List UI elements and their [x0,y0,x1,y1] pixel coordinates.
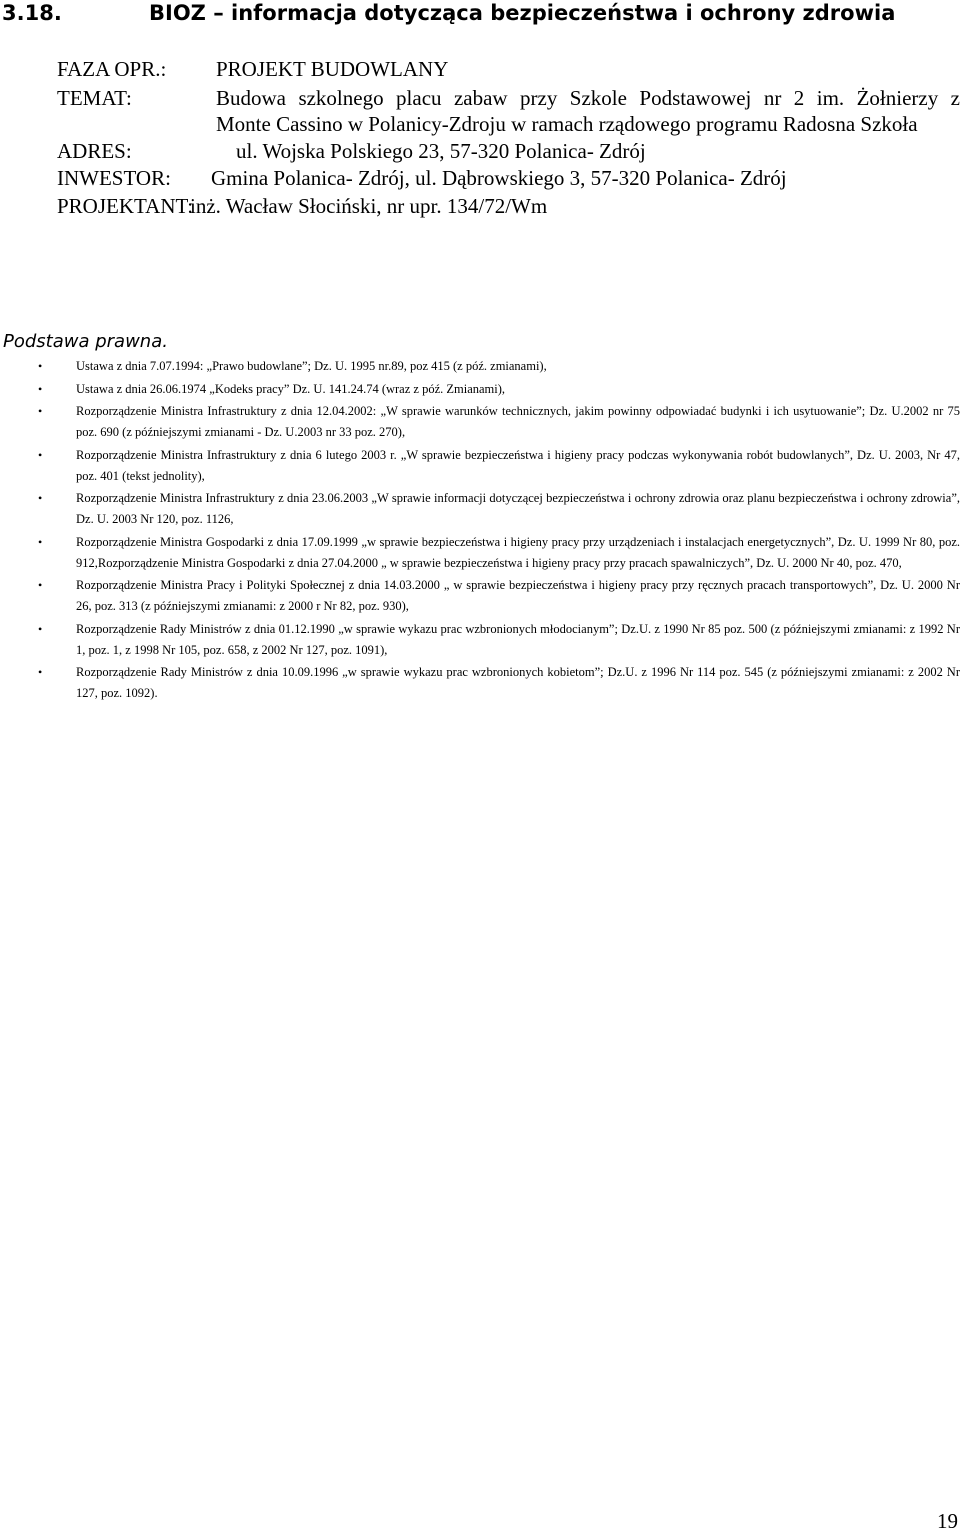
list-item-text: Rozporządzenie Ministra Infrastruktury z dnia 6 lutego 2003 r. „W sprawie bezpieczeństwa i higieny pracy podczas wykonywania robót budowlanych”, Dz. U. 2003, Nr 47, poz. 401 (tekst jednolity), [76,447,960,483]
temat-label: TEMAT: [57,86,132,110]
list-item-text: Ustawa z dnia 7.07.1994: „Prawo budowlane”; Dz. U. 1995 nr.89, poz 415 (z póź. zmianami), [76,359,547,373]
faza-value: PROJEKT BUDOWLANY [216,57,449,81]
list-item-text: Rozporządzenie Ministra Pracy i Polityki Społecznej z dnia 14.03.2000 „ w sprawie bezpieczeństwa i higieny pracy przy ręcznych pracach transportowych”, Dz. U. 2000 Nr 26, poz. 313 (z późniejszymi zmianami: z 2000 r Nr 82, poz. 930), [76,578,960,613]
list-item-text: Rozporządzenie Ministra Infrastruktury z dnia 12.04.2002: „W sprawie warunków technicznych, jakim powinny odpowiadać budynki i ich usytuowanie”; Dz. U.2002 nr 75 poz. 690 (z późniejszymi zmianami - Dz. U.2003 nr 33 poz. 270), [76,404,960,439]
adres-value: ul. Wojska Polskiego 23, 57-320 Polanica- Zdrój [236,139,646,163]
bullet-icon: • [38,447,43,462]
list-item [0,662,960,704]
list-item-text: Rozporządzenie Rady Ministrów z dnia 10.09.1996 „w sprawie wykazu prac wzbronionych kobietom”; Dz.U. z 1996 Nr 114 poz. 545 (z późniejszymi zmianami: z 2002 Nr 127, poz. 1092). [76,665,960,700]
legal-basis-list [0,356,960,706]
section-heading [0,0,960,28]
projektant-value: inż. Wacław Słociński, nr upr. 134/72/Wm [190,194,548,218]
bullet-icon: • [38,404,43,418]
list-item [0,488,960,530]
list-item-text: Rozporządzenie Ministra Infrastruktury z dnia 23.06.2003 „W sprawie informacji dotyczącej bezpieczeństwa i ochrony zdrowia oraz planu bezpieczeństwa i ochrony zdrowia”, Dz. U. 2003 Nr 120, poz. 1126, [76,491,960,526]
list-item-text: Ustawa z dnia 26.06.1974 „Kodeks pracy” Dz. U. 141.24.74 (wraz z póź. Zmianami), [76,381,506,396]
bullet-icon: • [38,621,43,636]
temat-value-line-2: Monte Cassino w Polanicy-Zdroju w ramach rządowego programu Radosna Szkoła [216,112,918,136]
bullet-icon: • [38,534,43,549]
list-item [0,445,960,487]
list-item [0,619,960,661]
bullet-icon: • [38,359,43,373]
temat-value-line-1: Budowa szkolnego placu zabaw przy Szkole Podstawowej nr 2 im. Żołnierzy z [216,86,960,110]
list-item-text: Rozporządzenie Rady Ministrów z dnia 01.12.1990 „w sprawie wykazu prac wzbronionych młodocianym”; Dz.U. z 1990 Nr 85 poz. 500 (z późniejszymi zmianami: z 1992 Nr 1, poz. 1, z 1998 Nr 105, poz. 658, z 2002 Nr 127, poz. 1091), [76,621,960,657]
inwestor-value: Gmina Polanica- Zdrój, ul. Dąbrowskiego 3, 57-320 Polanica- Zdrój [211,166,787,190]
bullet-icon: • [38,381,43,396]
section-number: 3.18. [2,1,62,25]
legal-basis-title: Podstawa prawna. [3,331,168,352]
bullet-icon: • [38,578,43,592]
adres-label: ADRES: [57,139,132,163]
bullet-icon: • [38,665,43,679]
inwestor-label: INWESTOR: [57,166,171,190]
list-item [0,379,960,400]
list-item-text: Rozporządzenie Ministra Gospodarki z dnia 17.09.1999 „w sprawie bezpieczeństwa i higieny pracy przy urządzeniach i instalacjach energetycznych”, Dz. U. 1999 Nr 80, poz. 912,Rozporządzenie Ministra Gospodarki z dnia 27.04.2000 „ w sprawie bezpieczeństwa i higieny pracy przy pracach spawalniczych”, Dz. U. 2000 Nr 40, poz. 470, [76,534,960,570]
projektant-label: PROJEKTANT: [57,194,194,218]
section-title: BIOZ – informacja dotycząca bezpieczeństwa i ochrony zdrowia [149,1,896,25]
list-item [0,532,960,574]
bullet-icon: • [38,491,43,505]
list-item [0,401,960,443]
list-item [0,575,960,617]
faza-label: FAZA OPR.: [57,57,167,81]
page-number: 19 [937,1509,958,1533]
list-item [0,356,960,377]
